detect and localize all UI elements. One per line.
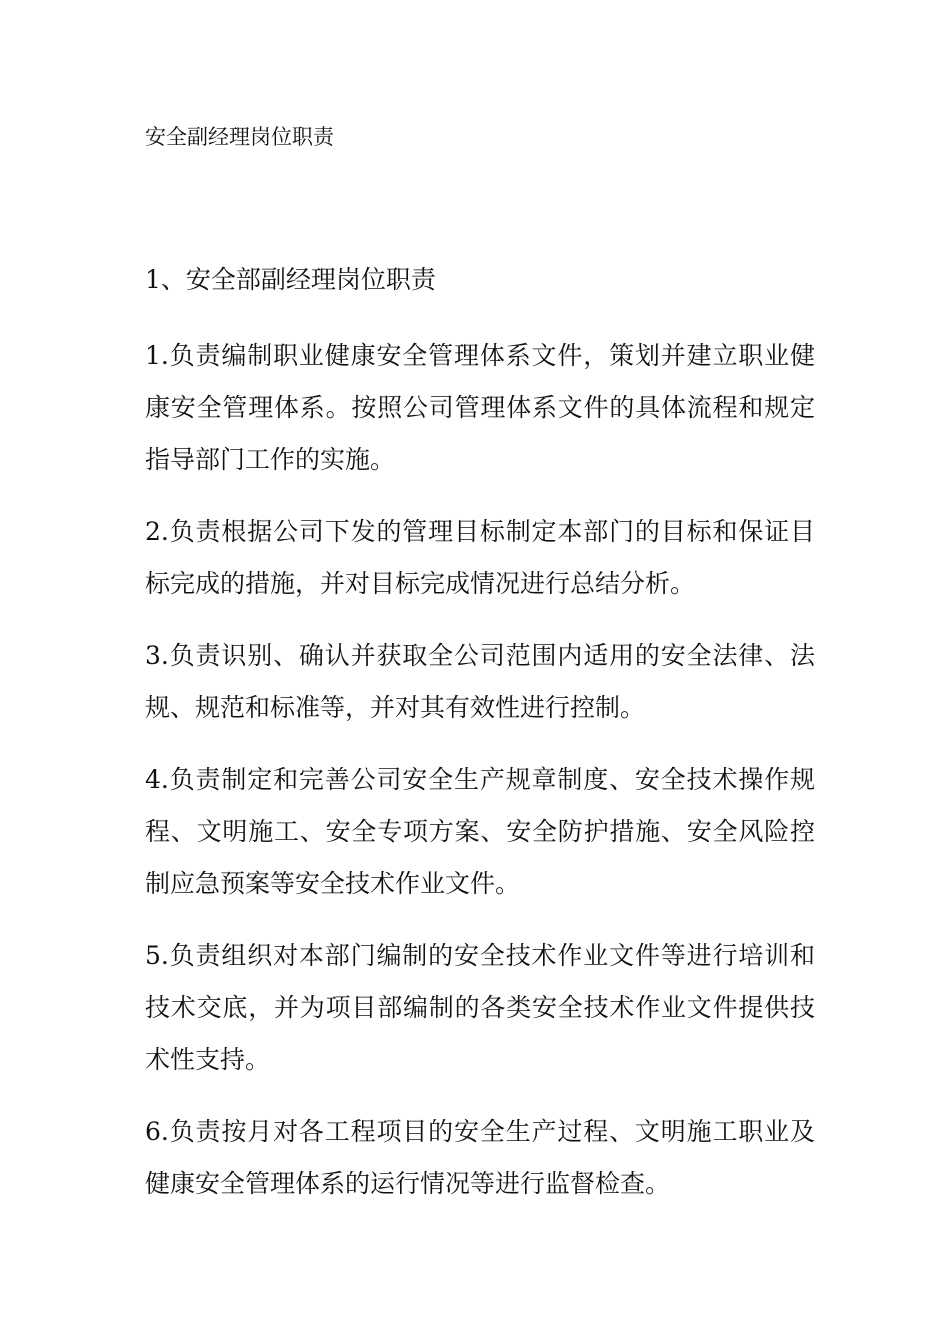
duty-paragraph-4: 4.负责制定和完善公司安全生产规章制度、安全技术操作规程、文明施工、安全专项方案、安全防护措施、安全风险控制应急预案等安全技术作业文件。 [145,765,815,898]
duty-paragraph-6: 6.负责按月对各工程项目的安全生产过程、文明施工职业及健康安全管理体系的运行情况等进行监督检查。 [145,1117,815,1198]
duty-paragraph-2: 2.负责根据公司下发的管理目标制定本部门的目标和保证目标完成的措施，并对目标完成情况进行总结分析。 [145,517,815,598]
duty-paragraph-5: 5.负责组织对本部门编制的安全技术作业文件等进行培训和技术交底，并为项目部编制的各类安全技术作业文件提供技术性支持。 [145,941,815,1074]
duty-paragraph-3: 3.负责识别、确认并获取全公司范围内适用的安全法律、法规、规范和标准等，并对其有效性进行控制。 [145,641,815,722]
section-heading: 1、安全部副经理岗位职责 [145,265,436,294]
duty-paragraph-1: 1.负责编制职业健康安全管理体系文件，策划并建立职业健康安全管理体系。按照公司管理体系文件的具体流程和规定指导部门工作的实施。 [145,341,815,474]
document-title: 安全副经理岗位职责 [145,125,334,149]
